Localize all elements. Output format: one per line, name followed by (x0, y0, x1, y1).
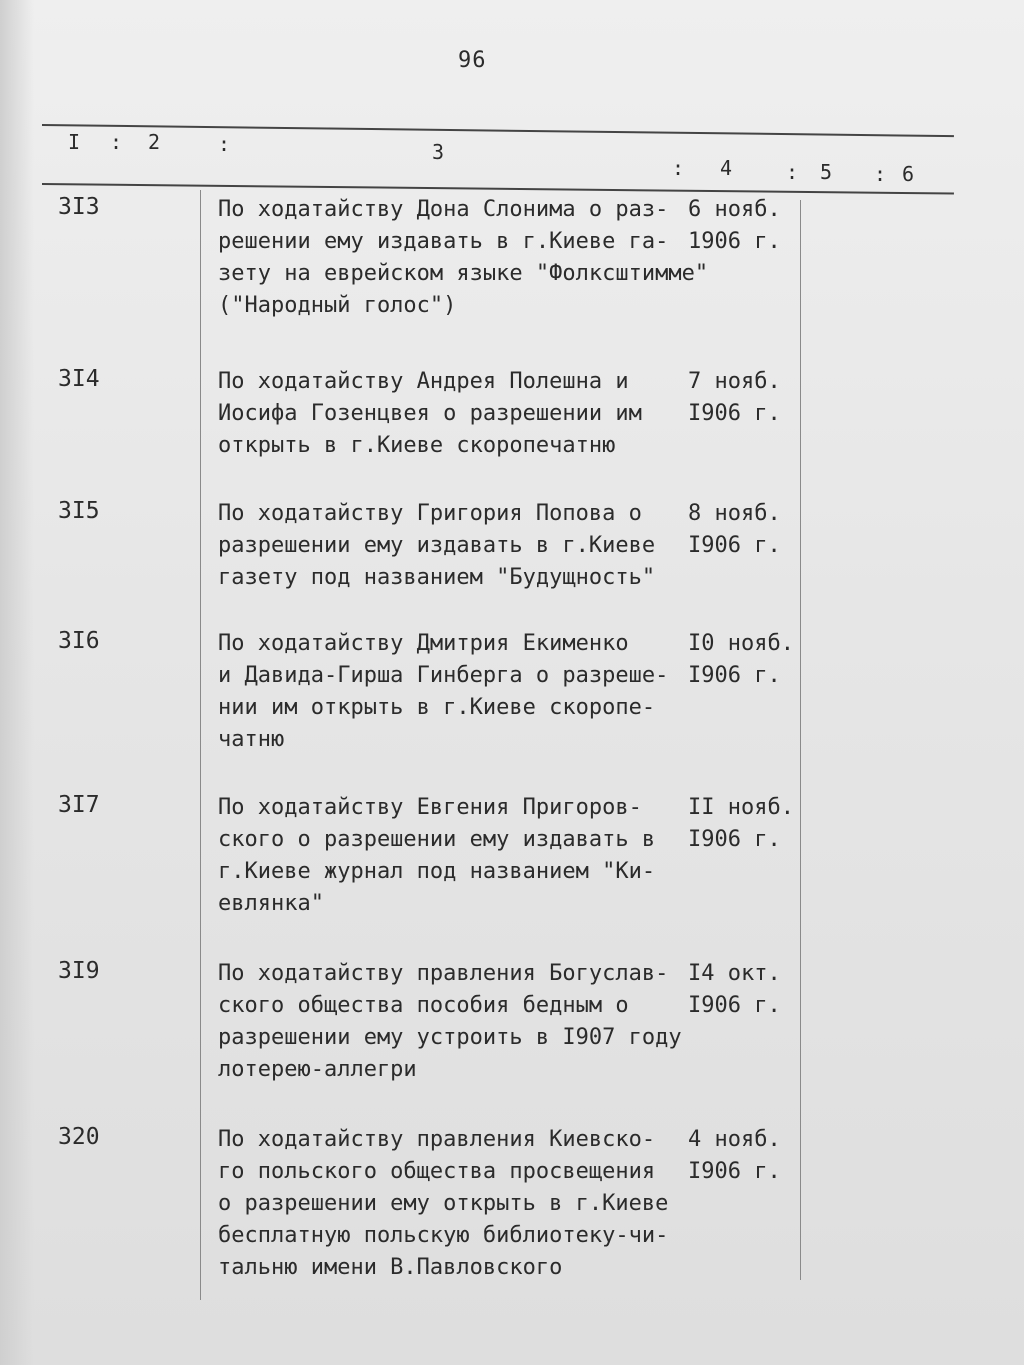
column-separator: : (672, 156, 685, 180)
entry-number: 3I3 (58, 194, 100, 220)
column-separator: : (874, 162, 887, 186)
entry-number: 3I5 (58, 498, 100, 524)
entry-number: 3I9 (58, 958, 100, 984)
entry-text: По ходатайству Григория Попова о разрешении ему издавать в г.Киеве газету под названием "Будущность" (218, 501, 656, 590)
header-bottom-rule (42, 183, 954, 195)
entry-text: По ходатайству правления Киевско- го польского общества просвещения о разрешении ему открыть в г.Киеве бесплатную польскую библиотеку-чи- тальню имени В.Павловского (218, 1127, 669, 1280)
entry-number: 3I7 (58, 792, 100, 818)
entry-date: II нояб. I906 г. (688, 795, 794, 852)
header-top-rule (42, 124, 954, 137)
entry-date: 4 нояб. I906 г. (688, 1127, 781, 1184)
entry-text: По ходатайству Дмитрия Екименко и Давида-Гирша Гинберга о разреше- нии им открыть в г.Киеве скоропе- чатню (218, 631, 669, 752)
entry-text: По ходатайству Дона Слонима о раз- решении ему издавать в г.Киеве га- зету на еврейском языке "Фолксштимме" ("Народный голос") (218, 197, 709, 318)
entry-date: I4 окт. I906 г. (688, 961, 781, 1018)
entry-number: 3I4 (58, 366, 100, 392)
column-divider-line (800, 200, 801, 1280)
column-separator: : (218, 132, 231, 156)
column-separator: : (110, 130, 123, 154)
entry-text: По ходатайству правления Богуслав- ского общества пособия бедным о разрешении ему устроить в I907 году лотерею-аллегри (218, 961, 682, 1082)
entry-text: По ходатайству Евгения Пригоров- ского о разрешении ему издавать в г.Киеве журнал под названием "Ки- евлянка" (218, 795, 656, 916)
entry-date: 7 нояб. I906 г. (688, 369, 781, 426)
column-number-5: 5 (820, 160, 833, 184)
column-number-1: I (68, 130, 81, 154)
page-edge-shadow (0, 0, 34, 1365)
entry-number: 3I6 (58, 628, 100, 654)
column-number-2: 2 (148, 130, 161, 154)
entry-date: I0 нояб. I906 г. (688, 631, 794, 688)
entry-number: 320 (58, 1124, 100, 1150)
column-divider-line (200, 190, 201, 1300)
entry-date: 6 нояб. 1906 г. (688, 197, 781, 254)
column-separator: : (786, 160, 799, 184)
page-number: 96 (458, 48, 487, 73)
entry-text: По ходатайству Андрея Полешна и Иосифа Гозенцвея о разрешении им открыть в г.Киеве скоропечатню (218, 369, 642, 458)
column-number-6: 6 (902, 162, 915, 186)
column-number-3: 3 (432, 140, 445, 164)
column-number-4: 4 (720, 156, 733, 180)
entry-date: 8 нояб. I906 г. (688, 501, 781, 558)
